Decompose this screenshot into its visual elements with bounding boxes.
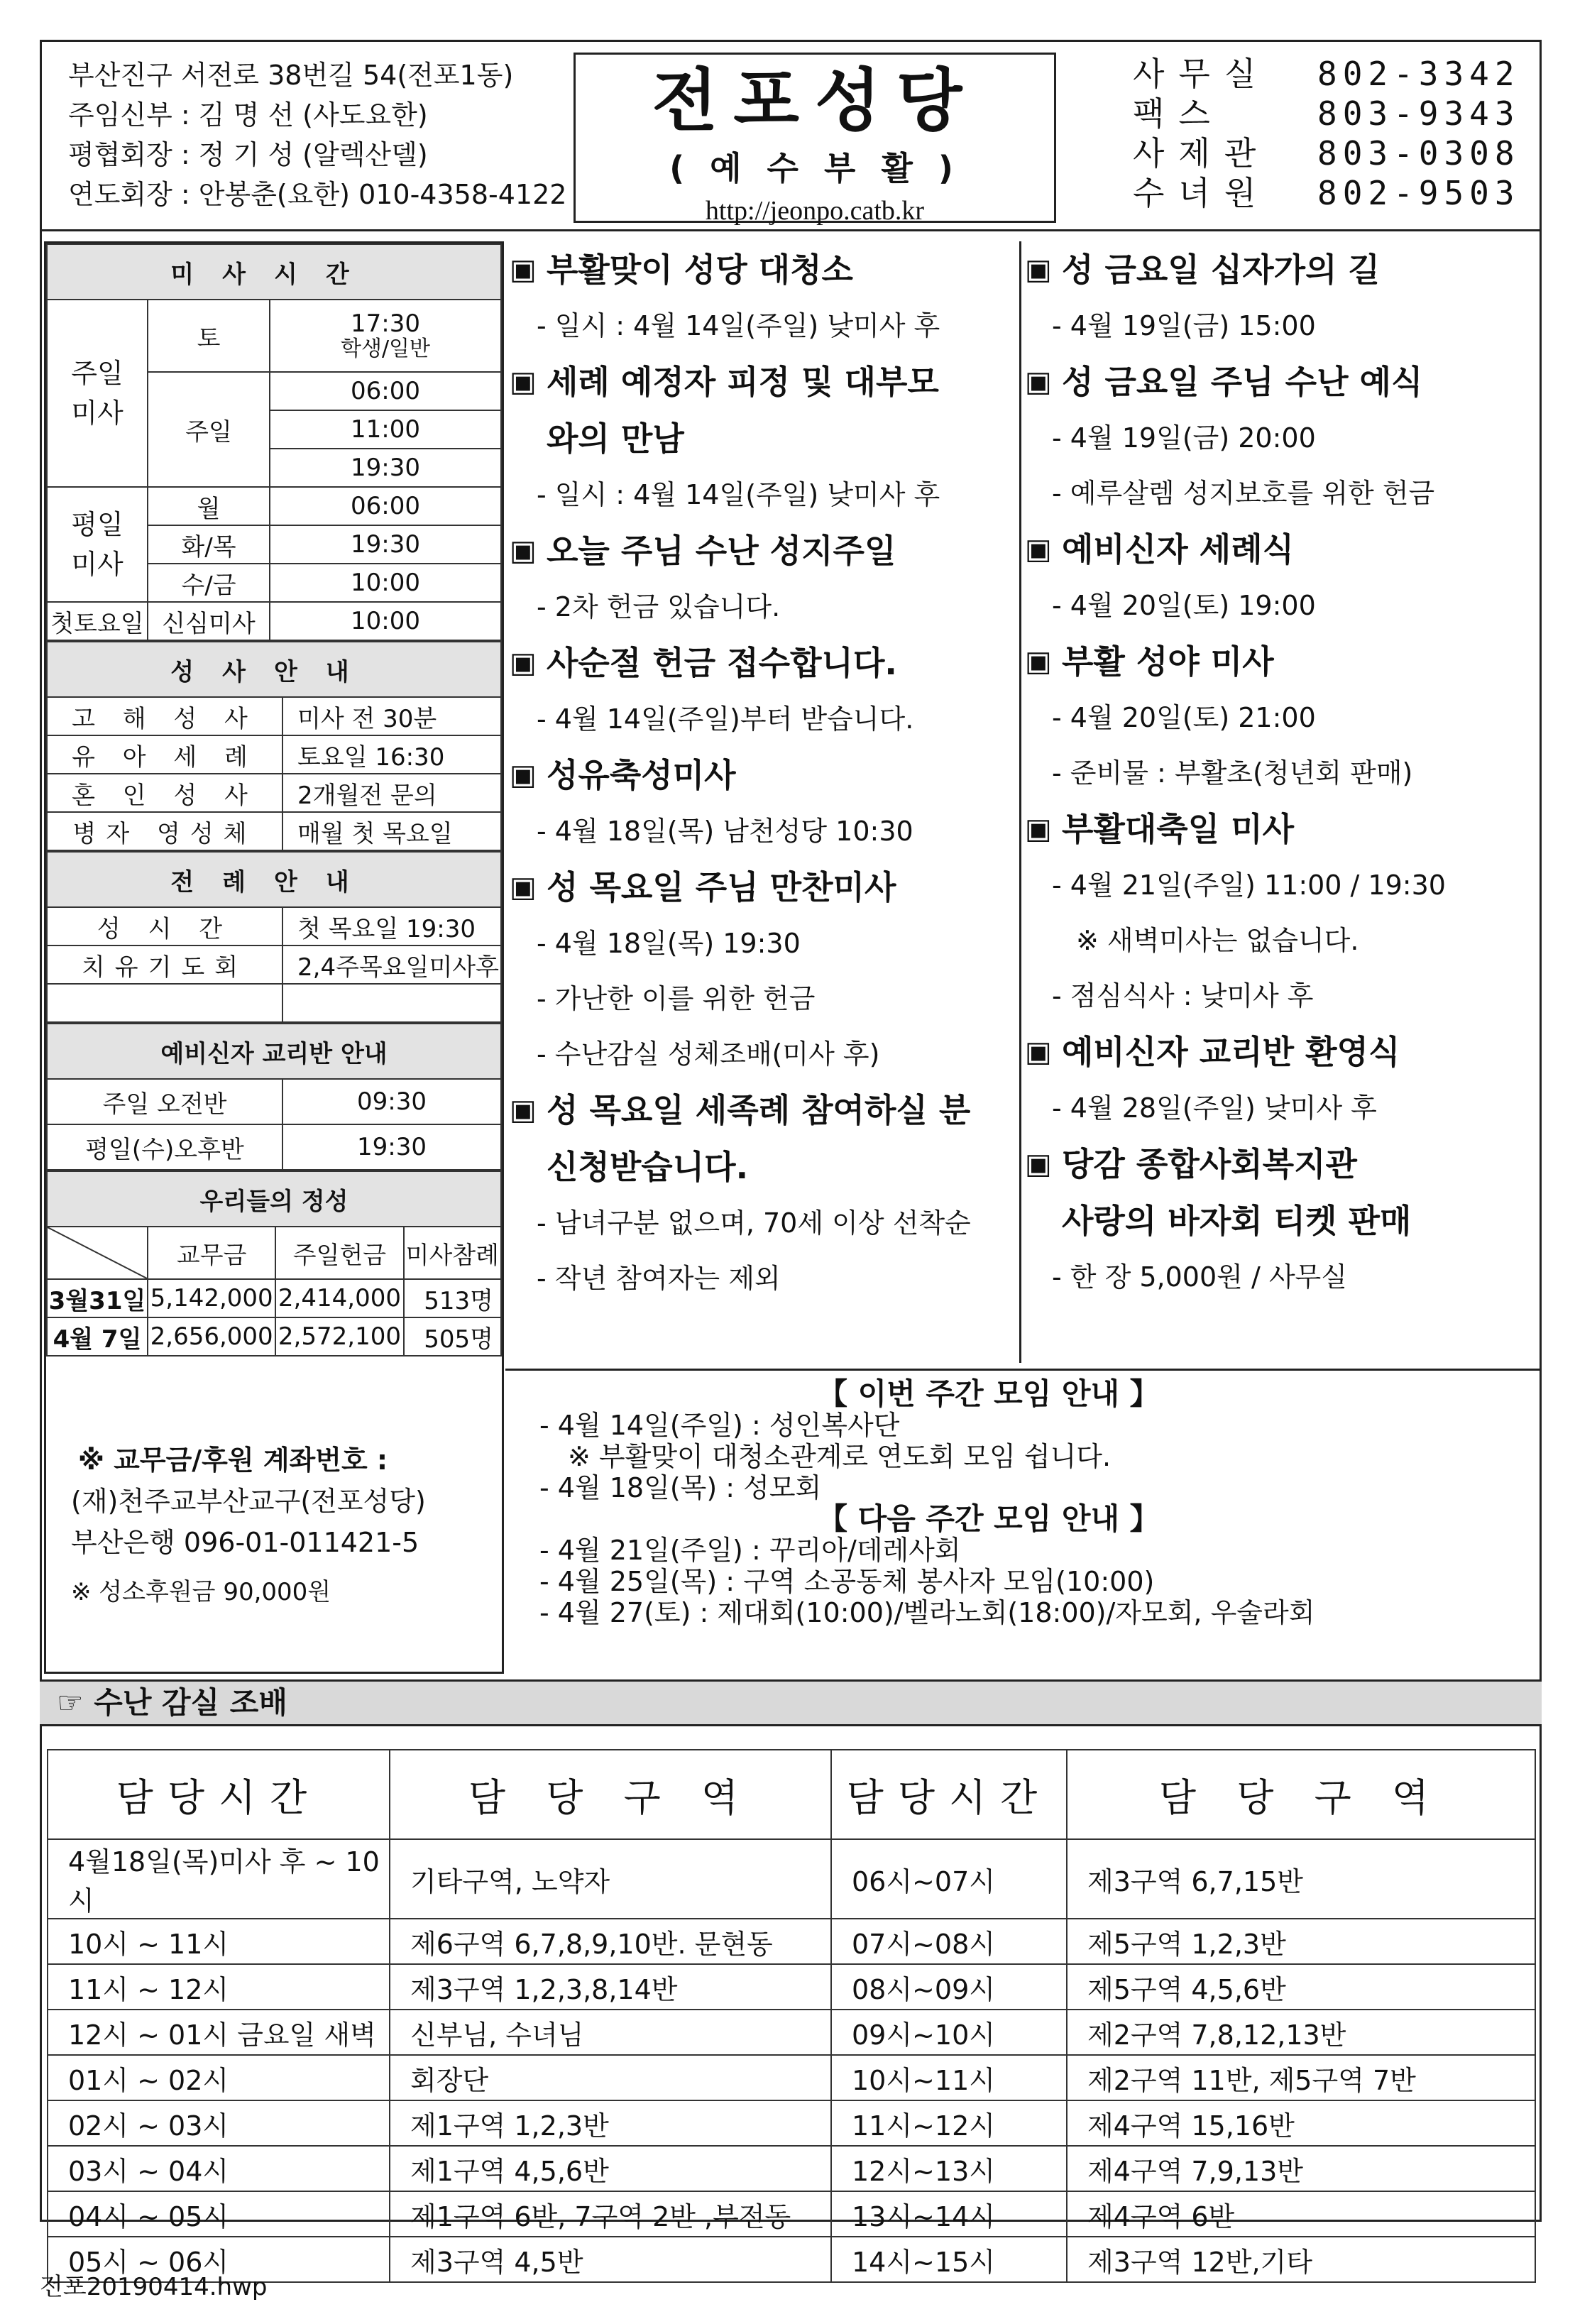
table-cell: 09시~10시 [831, 2010, 1067, 2055]
col-header: 담 당 구 역 [390, 1750, 831, 1839]
col-header: 미사참례 [404, 1227, 501, 1279]
title-box [574, 53, 1056, 226]
parish-info [68, 55, 566, 214]
sun-time: 06:00 [270, 372, 501, 410]
notice-title: ▣ 성 금요일 십자가의 길 [1025, 241, 1533, 298]
account-info [71, 1440, 426, 1613]
liturgy-table [46, 851, 502, 1023]
notice-title: ▣ 부활대축일 미사 [1025, 801, 1533, 857]
account-line: (재)천주교부산교구(전포성당) [71, 1486, 426, 1517]
mass-heading: 미사시간 [47, 244, 501, 300]
table-cell: 01시 ~ 02시 [48, 2055, 390, 2100]
notice-line: - 일시 : 4월 14일(주일) 낮미사 후 [537, 310, 940, 341]
table-row [48, 1919, 1535, 1964]
empty-cell [47, 984, 282, 1022]
mass-table [46, 243, 502, 641]
square-bullet-icon: ▣ [510, 253, 537, 286]
meetings-divider [505, 1369, 1542, 1371]
notice-line: - 4월 19일(금) 15:00 [1052, 310, 1316, 341]
notice-title: ▣ 성 목요일 세족례 참여하실 분 신청받습니다. [510, 1082, 1018, 1195]
offering-value: 513명 [404, 1279, 501, 1317]
table-cell: 13시~14시 [831, 2191, 1067, 2237]
adoration-table [47, 1749, 1536, 2283]
table-cell: 기타구역, 노약자 [390, 1839, 831, 1919]
notice-column-right [1025, 241, 1533, 1305]
sacrament-heading: 성사안내 [47, 642, 501, 697]
offering-date: 4월 7일 [47, 1317, 148, 1356]
notice-title: ▣ 세례 예정자 피정 및 대부모 와의 만남 [510, 353, 1018, 467]
notice-line: - 작년 참여자는 제외 [537, 1263, 781, 1294]
table-cell: 회장단 [390, 2055, 831, 2100]
notice-title: ▣ 부활 성야 미사 [1025, 633, 1533, 690]
notice-line: - 4월 28일(주일) 낮미사 후 [1052, 1092, 1377, 1124]
table-cell: 14시~15시 [831, 2237, 1067, 2282]
column-divider [1019, 241, 1021, 1363]
table-cell: 10시~11시 [831, 2055, 1067, 2100]
square-bullet-icon: ▣ [1025, 253, 1052, 286]
table-cell: 제4구역 15,16반 [1067, 2100, 1535, 2146]
table-cell: 11시~12시 [831, 2100, 1067, 2146]
notice-title: ▣ 성유축성미사 [510, 747, 1018, 804]
catechumen-table [46, 1023, 502, 1171]
next-week-heading: 【 다음 주간 모임 안내 】 [818, 1501, 1160, 1536]
liturgy-info: 2,4주목요일미사후 [282, 946, 501, 984]
notice-title: ▣ 예비신자 세례식 [1025, 521, 1533, 578]
table-cell: 03시 ~ 04시 [48, 2146, 390, 2191]
table-cell: 제4구역 7,9,13반 [1067, 2146, 1535, 2191]
liturgy-heading: 전례안내 [47, 852, 501, 907]
notice-title: ▣ 성 금요일 주님 수난 예식 [1025, 353, 1533, 410]
liturgy-name: 치유기도회 [47, 946, 282, 984]
table-cell: 제3구역 6,7,15반 [1067, 1839, 1535, 1919]
table-cell: 06시~07시 [831, 1839, 1067, 1919]
col-header: 담 당 구 역 [1067, 1750, 1535, 1839]
catechumen-heading: 예비신자 교리반 안내 [47, 1024, 501, 1079]
liturgy-name: 성 시 간 [47, 907, 282, 946]
notice-line: - 4월 14일(주일)부터 받습니다. [537, 703, 914, 735]
table-cell: 제5구역 1,2,3반 [1067, 1919, 1535, 1964]
table-cell: 제4구역 6반 [1067, 2191, 1535, 2237]
table-cell: 08시~09시 [831, 1964, 1067, 2010]
table-row [48, 1839, 1535, 1919]
notice-line: - 예루살렘 성지보호를 위한 헌금 [1052, 478, 1435, 509]
contact-row: 팩스 803-9343 [1133, 94, 1520, 133]
square-bullet-icon: ▣ [510, 759, 537, 791]
table-cell: 제1구역 1,2,3반 [390, 2100, 831, 2146]
notice-line: ※ 새벽미사는 없습니다. [1076, 925, 1359, 956]
sacrament-info: 매월 첫 목요일 [282, 812, 501, 850]
adoration-heading: ☞ 수난 감실 조배 [40, 1679, 1542, 1726]
square-bullet-icon: ▣ [1025, 533, 1052, 566]
first-sat-time: 10:00 [270, 602, 501, 640]
square-bullet-icon: ▣ [1025, 645, 1052, 678]
meeting-line: ※ 부활맞이 대청소관계로 연도회 모임 쉽니다. [568, 1441, 1112, 1472]
col-header: 담당시간 [831, 1750, 1067, 1839]
weekday-time: 19:30 [270, 525, 501, 564]
table-cell: 4월18일(목)미사 후 ~ 10시 [48, 1839, 390, 1919]
offering-value: 505명 [404, 1317, 501, 1356]
council-president: 평협회장 : 정 기 성 (알렉산델) [68, 139, 428, 170]
diagonal-line [48, 1227, 147, 1278]
notice-column-middle [510, 241, 1018, 1306]
offering-heading: 우리들의 정성 [47, 1171, 501, 1227]
meeting-line: - 4월 27(토) : 제대회(10:00)/벨라노회(18:00)/자모회, 우술라회 [539, 1597, 1315, 1628]
col-header: 교무금 [148, 1227, 275, 1279]
col-header: 주일헌금 [275, 1227, 403, 1279]
sun-time: 19:30 [270, 449, 501, 487]
table-header-row [48, 1750, 1535, 1839]
table-cell: 제6구역 6,7,8,9,10반. 문현동 [390, 1919, 831, 1964]
square-bullet-icon: ▣ [1025, 1148, 1052, 1180]
table-cell: 04시 ~ 05시 [48, 2191, 390, 2237]
sacrament-name: 혼 인 성 사 [47, 774, 282, 812]
notice-line: - 4월 18일(목) 19:30 [537, 928, 801, 959]
pastor: 주임신부 : 김 명 선 (사도요한) [68, 99, 428, 131]
sat-time: 17:30 학생/일반 [270, 300, 501, 372]
table-row [48, 1964, 1535, 2010]
notice-title: ▣ 오늘 주님 수난 성지주일 [510, 522, 1018, 579]
notice-title: ▣ 당감 종합사회복지관 사랑의 바자회 티켓 판매 [1025, 1136, 1533, 1249]
class-time: 19:30 [282, 1124, 501, 1170]
sacrament-info: 토요일 16:30 [282, 735, 501, 774]
notice-title: ▣ 부활맞이 성당 대청소 [510, 241, 1018, 298]
parish-subtitle: ( 예 수 부 활 ) [669, 149, 960, 187]
contacts [1133, 54, 1520, 213]
table-cell: 신부님, 수녀님 [390, 2010, 831, 2055]
table-row [48, 2146, 1535, 2191]
parish-title: 전포성당 [652, 60, 978, 141]
table-row [48, 2237, 1535, 2282]
prayer-president: 연도회장 : 안봉춘(요한) 010-4358-4122 [68, 179, 567, 210]
sacrament-name: 병자 영성체 [47, 812, 282, 850]
notice-line: - 4월 20일(토) 19:00 [1052, 590, 1316, 621]
notice-title: ▣ 예비신자 교리반 환영식 [1025, 1024, 1533, 1080]
offering-value: 5,142,000 [148, 1279, 275, 1317]
account-line: ※ 교무금/후원 계좌번호 : [78, 1445, 388, 1476]
diagonal-cell [47, 1227, 148, 1279]
class-name: 주일 오전반 [47, 1079, 282, 1124]
col-header: 담당시간 [48, 1750, 390, 1839]
square-bullet-icon: ▣ [510, 366, 537, 398]
header [40, 40, 1542, 231]
square-bullet-icon: ▣ [510, 1094, 537, 1127]
table-cell: 02시 ~ 03시 [48, 2100, 390, 2146]
contact-row: 사무실 802-3342 [1133, 55, 1520, 93]
table-cell: 제1구역 6반, 7구역 2반 ,부전동 [390, 2191, 831, 2237]
weekday-time: 06:00 [270, 487, 501, 525]
first-sat-name: 신심미사 [148, 602, 270, 640]
square-bullet-icon: ▣ [1025, 813, 1052, 845]
table-row [48, 2191, 1535, 2237]
weekday-day: 수/금 [148, 564, 270, 602]
meetings [539, 1378, 1315, 1628]
liturgy-info: 첫 목요일 19:30 [282, 907, 501, 946]
sun-time: 11:00 [270, 410, 501, 449]
offering-date: 3월31일 [47, 1279, 148, 1317]
table-cell: 11시 ~ 12시 [48, 1964, 390, 2010]
notice-line: - 4월 20일(토) 21:00 [1052, 702, 1316, 733]
weekday-time: 10:00 [270, 564, 501, 602]
weekday-day: 월 [148, 487, 270, 525]
this-week-heading: 【 이번 주간 모임 안내 】 [818, 1376, 1160, 1411]
table-cell: 제3구역 1,2,3,8,14반 [390, 1964, 831, 2010]
sacrament-name: 고 해 성 사 [47, 697, 282, 735]
offering-table [46, 1171, 502, 1356]
square-bullet-icon: ▣ [510, 647, 537, 679]
table-row [48, 2100, 1535, 2146]
notice-line: - 한 장 5,000원 / 사무실 [1052, 1261, 1347, 1293]
address: 부산진구 서전로 38번길 54(전포1동) [68, 60, 514, 91]
first-sat-label: 첫토요일 [47, 602, 148, 640]
file-name: 전포20190414.hwp [40, 2273, 268, 2301]
table-cell: 07시~08시 [831, 1919, 1067, 1964]
table-cell: 제2구역 11반, 제5구역 7반 [1067, 2055, 1535, 2100]
contact-row: 사제관 803-0308 [1133, 134, 1520, 172]
weekday-day: 화/목 [148, 525, 270, 564]
notice-line: - 일시 : 4월 14일(주일) 낮미사 후 [537, 479, 940, 510]
square-bullet-icon: ▣ [1025, 1036, 1052, 1068]
offering-value: 2,572,100 [275, 1317, 403, 1356]
table-cell: 제5구역 4,5,6반 [1067, 1964, 1535, 2010]
sacrament-name: 유 아 세 례 [47, 735, 282, 774]
class-name: 평일(수)오후반 [47, 1124, 282, 1170]
table-cell: 제3구역 12반,기타 [1067, 2237, 1535, 2282]
meeting-line: - 4월 18일(목) : 성모회 [539, 1472, 822, 1503]
class-time: 09:30 [282, 1079, 501, 1124]
square-bullet-icon: ▣ [510, 871, 537, 904]
meeting-line: - 4월 21일(주일) : 꾸리아/데레사회 [539, 1535, 961, 1566]
table-cell: 12시~13시 [831, 2146, 1067, 2191]
table-cell: 12시 ~ 01시 금요일 새벽 [48, 2010, 390, 2055]
notice-line: - 4월 19일(금) 20:00 [1052, 422, 1316, 454]
parish-url[interactable]: http://jeonpo.catb.kr [705, 196, 925, 226]
table-cell: 제1구역 4,5,6반 [390, 2146, 831, 2191]
notice-line: - 수난감실 성체조배(미사 후) [537, 1038, 880, 1070]
meeting-line: - 4월 25일(목) : 구역 소공동체 봉사자 모임(10:00) [539, 1566, 1155, 1597]
square-bullet-icon: ▣ [510, 535, 537, 567]
table-cell: 10시 ~ 11시 [48, 1919, 390, 1964]
notice-line: - 남녀구분 없으며, 70세 이상 선착순 [537, 1207, 971, 1239]
account-line: 부산은행 096-01-011421-5 [71, 1527, 419, 1558]
sacrament-info: 미사 전 30분 [282, 697, 501, 735]
notice-title: ▣ 성 목요일 주님 만찬미사 [510, 859, 1018, 916]
table-row [48, 2010, 1535, 2055]
notice-line: - 가난한 이를 위한 헌금 [537, 983, 816, 1014]
square-bullet-icon: ▣ [1025, 366, 1052, 398]
offering-value: 2,656,000 [148, 1317, 275, 1356]
contact-row: 수녀원 802-9503 [1133, 174, 1520, 212]
sacrament-table [46, 641, 502, 851]
notice-line: - 2차 헌금 있습니다. [537, 591, 781, 623]
weekday-mass-label: 평일미사 [47, 487, 148, 602]
table-cell: 제3구역 4,5반 [390, 2237, 831, 2282]
table-cell: 05시 ~ 06시 [48, 2237, 390, 2282]
table-row [48, 2055, 1535, 2100]
empty-cell [282, 984, 501, 1022]
offering-value: 2,414,000 [275, 1279, 403, 1317]
table-cell: 제2구역 7,8,12,13반 [1067, 2010, 1535, 2055]
sacrament-info: 2개월전 문의 [282, 774, 501, 812]
meeting-line: - 4월 14일(주일) : 성인복사단 [539, 1410, 900, 1441]
adoration-rows [48, 1839, 1535, 2282]
notice-line: - 4월 18일(목) 남천성당 10:30 [537, 816, 913, 847]
sat-label: 토 [148, 300, 270, 372]
sunday-mass-label: 주일미사 [47, 300, 148, 487]
notice-line: - 준비물 : 부활초(청년회 판매) [1052, 757, 1413, 789]
notice-line: - 점심식사 : 낮미사 후 [1052, 980, 1314, 1012]
sun-label: 주일 [148, 372, 270, 487]
notice-line: - 4월 21일(주일) 11:00 / 19:30 [1052, 870, 1446, 901]
notice-title: ▣ 사순절 헌금 접수합니다. [510, 635, 1018, 691]
account-note: ※ 성소후원금 90,000원 [71, 1578, 331, 1606]
